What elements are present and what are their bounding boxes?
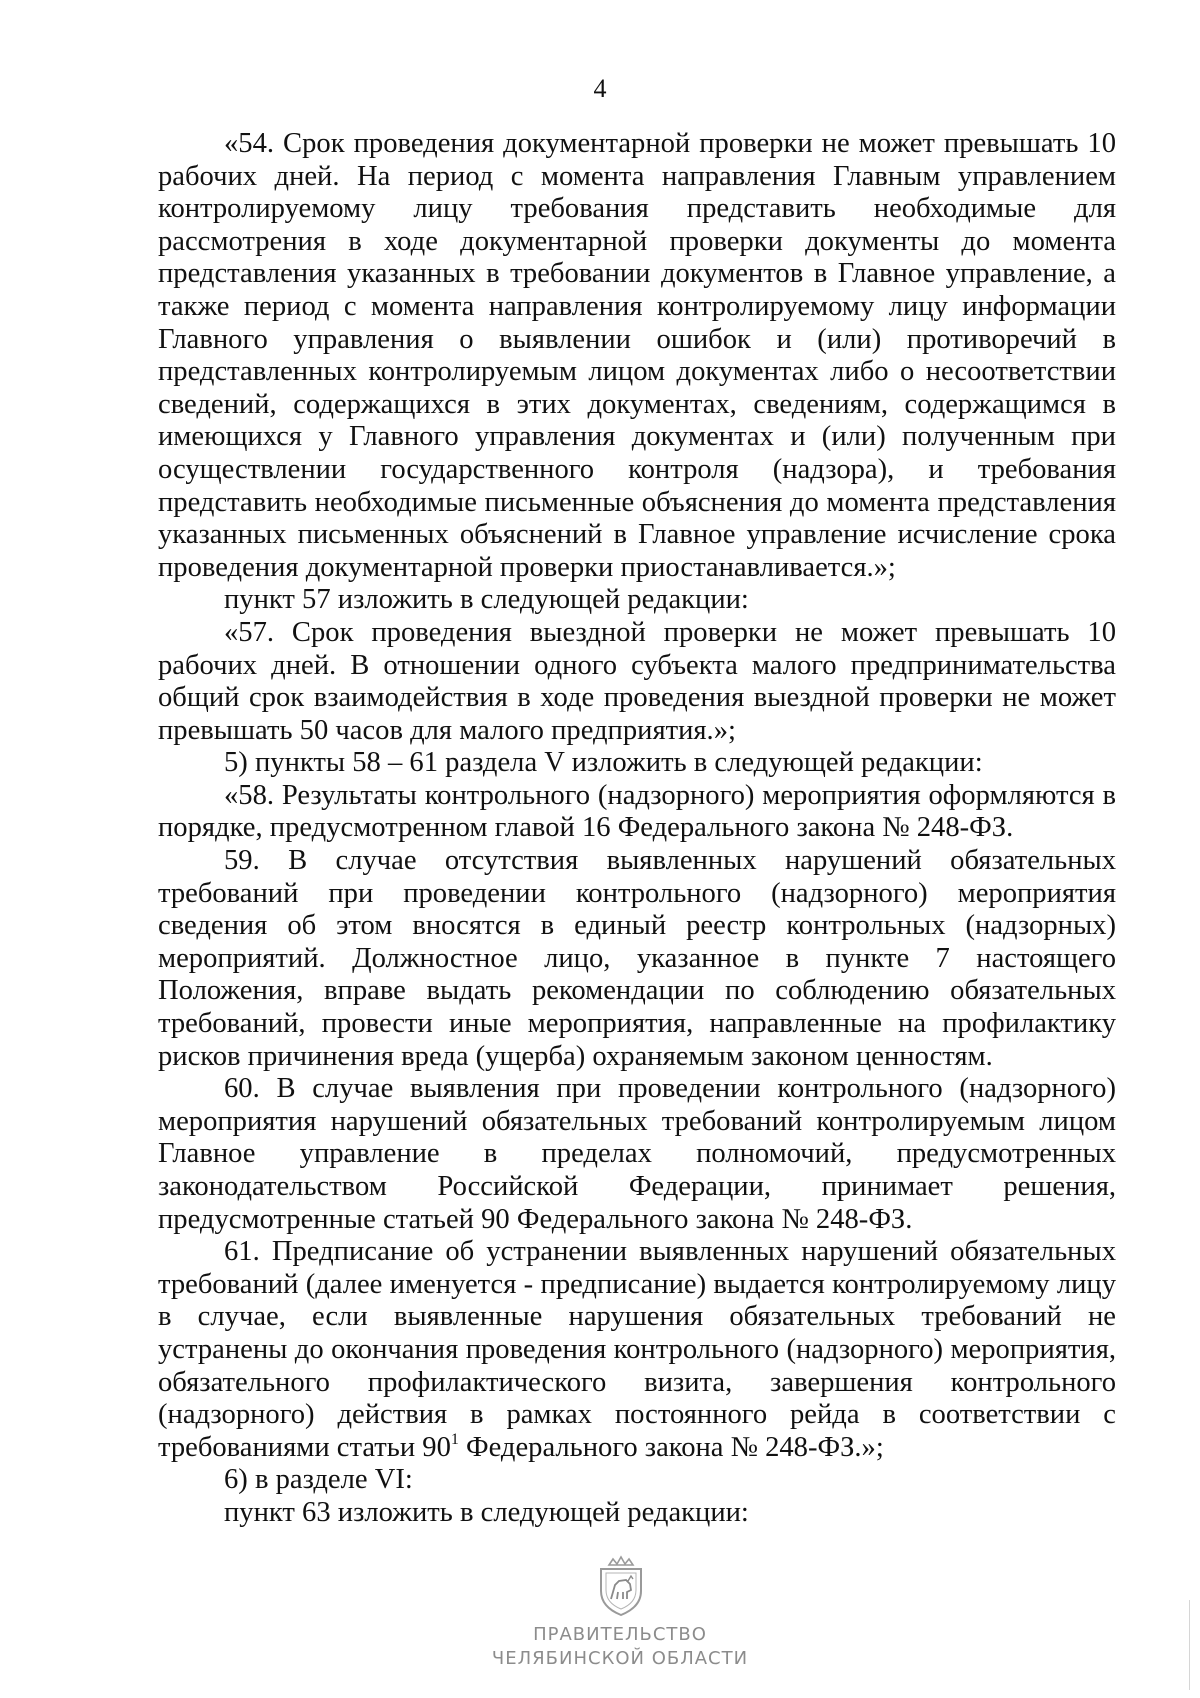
paragraph-61-end: Федерального закона № 248-ФЗ.»; — [458, 1431, 884, 1463]
paragraph-61 — [158, 1236, 1116, 1464]
paragraph-59: 59. В случае отсутствия выявленных нарушений обязательных требований при проведении контрольного (надзорного) мероприятия сведения об этом вносятся в единый реестр контрольных (надзорных) мероприятий. Должностное лицо, указанное в пункте 7 настоящего Положения, вправе выдать рекомендации по соблюдению обязательных требований, провести иные мероприятия, направленные на профилактику рисков причинения вреда (ущерба) охраняемым законом ценностям. — [158, 845, 1116, 1072]
paragraph-57-intro: пункт 57 изложить в следующей редакции: — [224, 584, 749, 616]
paragraph-58: «58. Результаты контрольного (надзорного) мероприятия оформляются в порядке, предусмотренном главой 16 Федерального закона № 248-ФЗ. — [158, 779, 1116, 844]
page-number: 4 — [593, 74, 607, 103]
scan-edge-line — [1189, 1600, 1190, 1690]
item-5: 5) пункты 58 – 61 раздела V изложить в следующей редакции: — [224, 747, 983, 779]
paragraph-61-text: 61. Предписание об устранении выявленных нарушений обязательных требований (далее именуется - предписание) выдается контролируемому лицу в случае, если выявленные нарушения обязательных требований не устранены до окончания проведения контрольного (надзорного) мероприятия, обязательного профилактического визита, завершения контрольного (надзорного) действия в рамках постоянного рейда в соответствии с требованиями статьи 90 — [158, 1236, 1116, 1463]
paragraph-60: 60. В случае выявления при проведении контрольного (надзорного) мероприятия нарушений обязательных требований контролируемым лицом Главное управление в пределах полномочий, предусмотренных законодательством Российской Федерации, принимает решения, предусмотренные статьей 90 Федерального закона № 248-ФЗ. — [158, 1073, 1116, 1235]
paragraph-57: «57. Срок проведения выездной проверки не может превышать 10 рабочих дней. В отношении одного субъекта малого предпринимательства общий срок взаимодействия в ходе проведения выездной проверки не может превышать 50 часов для малого предприятия.»; — [158, 616, 1116, 746]
item-6: 6) в разделе VI: — [224, 1464, 413, 1496]
paragraph-63-intro: пункт 63 изложить в следующей редакции: — [224, 1496, 749, 1528]
coat-of-arms-icon — [595, 1555, 647, 1617]
paragraph-54: «54. Срок проведения документарной проверки не может превышать 10 рабочих дней. На период с момента направления Главным управлением контролируемому лицу требования представить необходимые для рассмотрения в ходе документарной проверки документы до момента представления указанных в требовании документов в Главное управление, а также период с момента направления контролируемому лицу информации Главного управления о выявлении ошибок и (или) противоречий в представленных контролируемым лицом документах либо о несоответствии сведений, содержащихся в этих документах, сведениям, содержащимся в имеющихся у Главного управления документах и (или) полученным при осуществлении государственного контроля (надзора), и требования представить необходимые письменные объяснения до момента представления указанных письменных объяснений в Главное управление исчисление срока проведения документарной проверки приостанавливается.»; — [158, 128, 1116, 583]
paragraph-61-superscript: 1 — [450, 1430, 459, 1448]
emblem-caption-line-1: ПРАВИТЕЛЬСТВО — [533, 1624, 707, 1645]
document-body — [158, 128, 1116, 1530]
emblem-caption-line-2: ЧЕЛЯБИНСКОЙ ОБЛАСТИ — [491, 1648, 749, 1669]
